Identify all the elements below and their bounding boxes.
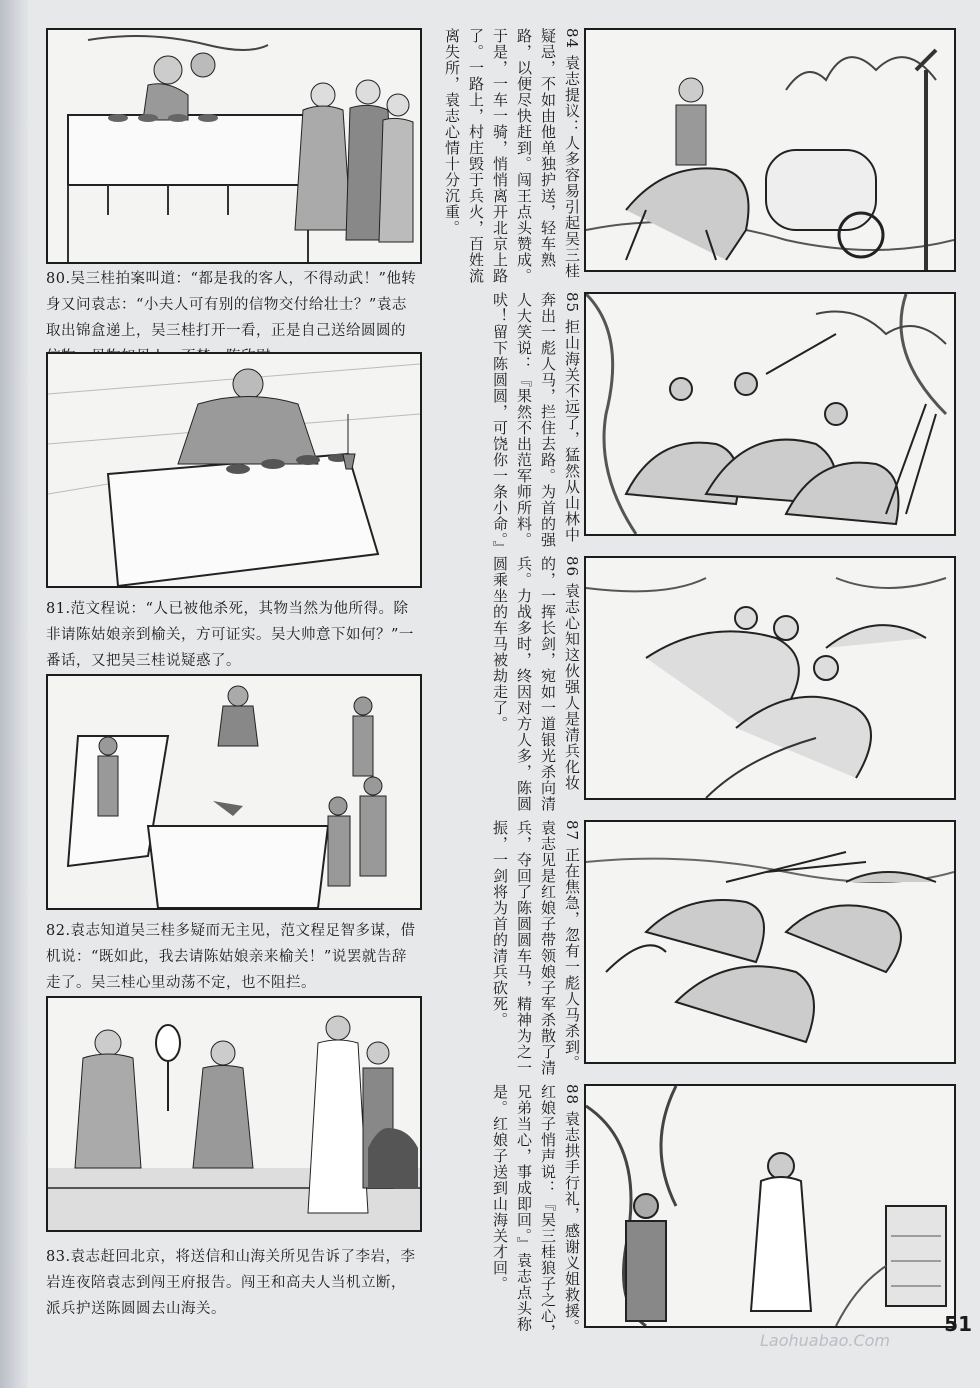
caption-82: 82.袁志知道吴三桂多疑而无主见，范文程足智多谋，借机说：“既如此，我去请陈姑娘亲来榆关！”说罢就告辞走了。吴三桂心里动荡不定，也不阻拦。: [46, 923, 416, 991]
panel-82-illustration: [46, 674, 422, 910]
caption-84: 84 袁志提议：人多容易引起吴三桂疑忌，不如由他单独护送，轻车熟路，以便尽快赶到。闯王点头赞成。于是，一车一骑，悄悄离开北京上路了。一路上，村庄毁于兵火，百姓流离失所，袁志心情十分沉重。: [443, 28, 581, 284]
panel-87-illustration: [584, 820, 956, 1064]
panel-85-illustration: [584, 292, 956, 536]
caption-80: 80.吴三桂拍案叫道：“都是我的客人，不得动武！”他转身又问袁志：“小夫人可有别的信物交付给壮士？”袁志取出锦盒递上，吴三桂打开一看，正是自己送给圆圆的: [46, 271, 417, 339]
panel-80-illustration: [46, 28, 422, 264]
panel-81-illustration: [46, 352, 422, 588]
page-number: 51: [944, 1312, 972, 1336]
caption-87: 87 正在焦急，忽有一彪人马杀到。袁志见是红娘子带领娘子军杀散了清兵，夺回了陈圆圆车马，精神为之一振，一剑将为首的清兵砍死。: [491, 820, 581, 1076]
caption-85: 85 拒山海关不远了，猛然从山林中奔出一彪人马，拦住去路。为首的强人大笑说：『果然不出范军师所料。吠！留下陈圆圆，可饶你一条小命。』: [491, 292, 581, 557]
panel-88-illustration: [584, 1084, 956, 1328]
watermark-bottom: Laohuabao.Com: [760, 1331, 890, 1350]
caption-86: 86 袁志心知这伙强人是清兵化妆的，一挥长剑，宛如一道银光杀向清兵。力战多时，终因对方人多，陈圆圆乘坐的车马被劫走了。: [491, 556, 581, 812]
panel-84-illustration: [584, 28, 956, 272]
caption-83: 83.袁志赶回北京，将送信和山海关所见告诉了李岩，李岩连夜陪袁志到闯王府报告。闯王和高夫人当机立断，派兵护送陈圆圆去山海关。: [46, 1249, 416, 1317]
book-binding: [0, 0, 28, 1388]
caption-81: 81.范文程说：“人已被他杀死，其物当然为他所得。除非请陈姑娘亲到榆关，方可证实。吴大帅意下如何？”一番话，又把吴三桂说疑惑了。: [46, 601, 414, 669]
panel-83-illustration: [46, 996, 422, 1232]
panel-86-illustration: [584, 556, 956, 800]
caption-88: 88 袁志拱手行礼，感谢义姐救援。红娘子悄声说：『吴三桂狼子之心，兄弟当心，事成即回。』袁志点头称是。红娘子送到山海关才回。: [491, 1084, 581, 1340]
